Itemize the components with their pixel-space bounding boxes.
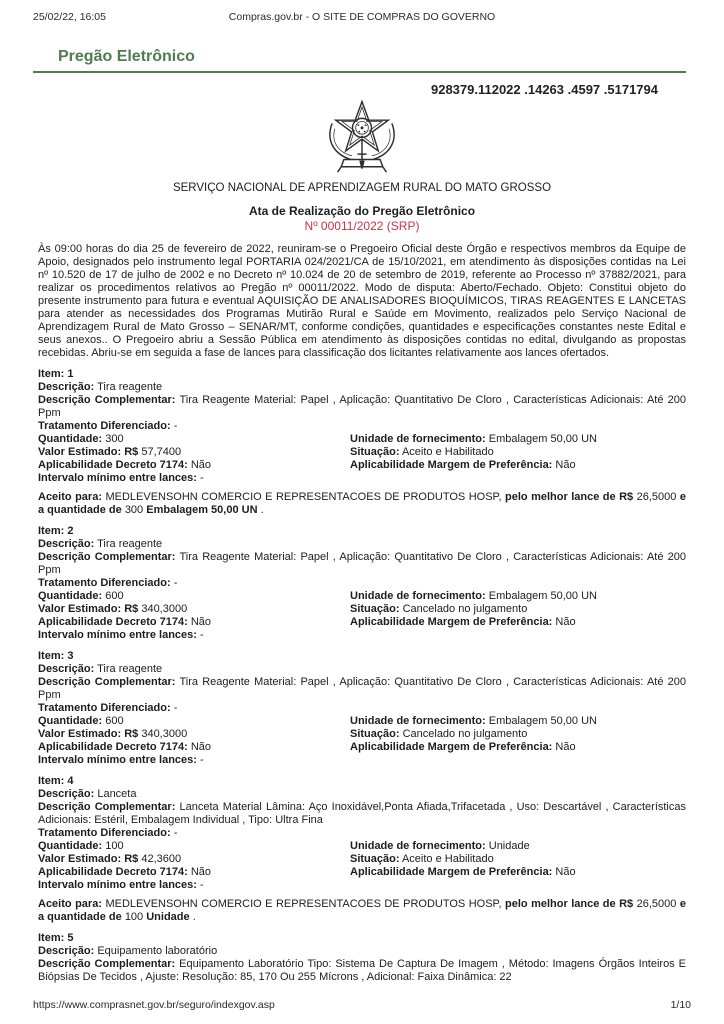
item-descricao-complementar (38, 958, 686, 984)
field-label: Aplicabilidade Decreto 7174: (38, 459, 188, 471)
field-value: 600 (105, 590, 124, 602)
field-value: 100 (105, 840, 124, 852)
aceito-qty-value: 300 (124, 504, 144, 516)
item-title: Item: 4 (38, 775, 74, 787)
item-decreto (38, 616, 350, 629)
aceito-lance-value: 26,5000 (636, 491, 677, 503)
field-label: Valor Estimado: R$ (38, 728, 139, 740)
aceito-label: Aceito para: (38, 898, 102, 910)
field-label: Descrição Complementar: (38, 801, 176, 813)
field-value: 300 (105, 433, 124, 445)
print-title: Compras.gov.br - O SITE DE COMPRAS DO GOVERNO (228, 11, 496, 23)
item-margem (350, 616, 686, 629)
item-tratamento (38, 577, 686, 590)
item-title: Item: 2 (38, 525, 74, 537)
item-situacao (350, 728, 686, 741)
auction-code: 928379.112022 .14263 .4597 .5171794 (430, 82, 658, 97)
item-grid (38, 433, 686, 472)
field-label: Descrição Complementar: (38, 676, 176, 688)
footer-url: https://www.comprasnet.gov.br/seguro/indexgov.asp (33, 999, 275, 1011)
field-label: Unidade de fornecimento: (350, 840, 486, 852)
aceito-paragraph (38, 898, 686, 924)
aceito-qty-label: e a quantidade de (38, 491, 686, 516)
field-value: 340,3000 (141, 603, 188, 615)
aceito-company: MEDLEVENSOHN COMERCIO E REPRESENTACOES DE PRODUTOS HOSP, (105, 898, 502, 910)
field-label: Intervalo mínimo entre lances: (38, 472, 197, 484)
field-label: Aplicabilidade Decreto 7174: (38, 616, 188, 628)
field-value: 57,7400 (141, 446, 182, 458)
item-title: Item: 5 (38, 932, 74, 944)
field-label: Intervalo mínimo entre lances: (38, 629, 197, 641)
item-valor (38, 853, 350, 866)
field-label: Quantidade: (38, 715, 103, 727)
field-value: Unidade (488, 840, 530, 852)
field-value: Tira reagente (97, 663, 163, 675)
aceito-lance-label: pelo melhor lance de R$ (505, 491, 634, 503)
aceito-lance-label: pelo melhor lance de R$ (505, 898, 634, 910)
item-decreto (38, 459, 350, 472)
item-descricao (38, 788, 686, 801)
item-situacao (350, 446, 686, 459)
field-value: Aceito e Habilitado (401, 853, 494, 865)
item-grid (38, 840, 686, 879)
field-value: Não (190, 741, 212, 753)
item-grid (38, 590, 686, 629)
field-value: - (173, 420, 178, 432)
field-value: Lanceta (97, 788, 137, 800)
field-value: - (200, 629, 204, 641)
item-unidade (350, 590, 686, 603)
item-tratamento (38, 827, 686, 840)
aceito-lance-value: 26,5000 (636, 898, 677, 910)
field-label: Unidade de fornecimento: (350, 715, 486, 727)
field-value: Tira Reagente Material: Papel , Aplicação: Quantitativo De Cloro , Características Adicionais: Até 200 Ppm (38, 676, 687, 701)
field-value: 340,3000 (141, 728, 188, 740)
field-label: Situação: (350, 853, 400, 865)
intro-paragraph: Às 09:00 horas do dia 25 de fevereiro de 2022, reuniram-se o Pregoeiro Oficial deste Órgão e respectivos membros da Equipe de Apoio, designados pelo instrumento legal PORTARIA 024/2021/CA de 15/10/2021, em atendimento às disposições contidas na Lei nº 10.520 de 17 de julho de 2002 e no Decreto nº 10.024 de 20 de setembro de 2019, referente ao Processo nº 37882/2021, para realizar os procedimentos relativos ao Pregão nº 00011/2022. Modo de disputa: Aberto/Fechado. Objeto: Constitui objeto do presente instrumento para futura e eventual AQUISIÇÃO DE ANALISADORES BIOQUÍMICOS, TIRAS REAGENTES E LANCETAS para atender as necessidades dos Programas Mutirão Rural e Saúde em Movimento, realizados pelo Serviço Nacional de Aprendizagem Rural de Mato Grosso – SENAR/MT, conforme condições, quantidades e especificações constantes neste Edital e seus anexos.. O Pregoeiro abriu a Sessão Pública em atendimento às disposições contidas no edital, divulgando as propostas recebidas. Abriu-se em seguida a fase de lances para classificação dos licitantes relativamente aos lances ofertados. (38, 243, 686, 359)
field-value: Não (555, 741, 576, 753)
field-label: Quantidade: (38, 590, 103, 602)
field-label: Tratamento Diferenciado: (38, 420, 171, 432)
print-footer (33, 999, 691, 1012)
item-descricao (38, 538, 686, 551)
item-unidade (350, 715, 686, 728)
field-value: Equipamento Laboratório Tipo: Sistema De Captura De Imagem , Método: Imagens Órgãos Inteiros E Biópsias De Tecidos , Ajuste: Resolução: 85, 170 Ou 255 Mícrons , Adicional: Faixa Dinâmica: 22 (38, 958, 686, 983)
field-label: Situação: (350, 446, 400, 458)
field-value: Não (555, 616, 576, 628)
document-title: Ata de Realização do Pregão Eletrônico (248, 204, 476, 218)
field-label: Quantidade: (38, 840, 103, 852)
item-quantidade (38, 715, 350, 728)
item-quantidade (38, 433, 350, 446)
field-value: - (173, 702, 178, 714)
field-value: Aceito e Habilitado (401, 446, 494, 458)
item-grid (38, 715, 686, 754)
field-label: Descrição: (38, 788, 95, 800)
item-descricao-complementar (38, 676, 686, 702)
document-number: Nº 00011/2022 (SRP) (304, 219, 420, 233)
field-value: - (200, 754, 204, 766)
field-label: Unidade de fornecimento: (350, 590, 486, 602)
field-label: Unidade de fornecimento: (350, 433, 486, 445)
field-label: Tratamento Diferenciado: (38, 702, 171, 714)
field-label: Quantidade: (38, 433, 103, 445)
field-label: Aplicabilidade Decreto 7174: (38, 866, 188, 878)
field-label: Aplicabilidade Decreto 7174: (38, 741, 188, 753)
field-value: - (200, 472, 204, 484)
organization-name: SERVIÇO NACIONAL DE APRENDIZAGEM RURAL DO MATO GROSSO (172, 182, 552, 194)
field-value: 42,3600 (141, 853, 182, 865)
page-title: Pregão Eletrônico (58, 48, 195, 65)
item-block-2 (38, 525, 686, 642)
aceito-unit: Embalagem 50,00 UN (146, 504, 258, 516)
field-label: Descrição: (38, 538, 95, 550)
item-decreto (38, 866, 350, 879)
title-rule (33, 71, 686, 73)
field-value: Tira Reagente Material: Papel , Aplicação: Quantitativo De Cloro , Características Adicionais: Até 200 Ppm (38, 394, 687, 419)
field-label: Descrição Complementar: (38, 394, 176, 406)
field-value: Equipamento laboratório (97, 945, 218, 957)
item-block-5 (38, 932, 686, 984)
field-label: Situação: (350, 728, 400, 740)
field-value: Embalagem 50,00 UN (488, 433, 597, 445)
field-label: Tratamento Diferenciado: (38, 827, 171, 839)
item-intervalo (38, 754, 686, 767)
item-descricao-complementar (38, 801, 686, 827)
field-value: - (200, 879, 204, 891)
field-label: Intervalo mínimo entre lances: (38, 879, 197, 891)
aceito-end: . (260, 504, 264, 516)
item-intervalo (38, 879, 686, 892)
item-descricao (38, 663, 686, 676)
item-valor (38, 603, 350, 616)
item-intervalo (38, 472, 686, 485)
field-value: Não (190, 866, 212, 878)
item-descricao (38, 945, 686, 958)
item-block-3 (38, 650, 686, 767)
item-descricao (38, 381, 686, 394)
aceito-unit: Unidade (146, 911, 190, 923)
aceito-paragraph (38, 491, 686, 517)
field-label: Situação: (350, 603, 400, 615)
field-label: Aplicabilidade Margem de Preferência: (350, 459, 553, 471)
aceito-qty-label: e a quantidade de (38, 898, 686, 923)
item-intervalo (38, 629, 686, 642)
item-valor (38, 728, 350, 741)
item-descricao-complementar (38, 551, 686, 577)
aceito-label: Aceito para: (38, 491, 102, 503)
field-value: Não (555, 866, 576, 878)
field-label: Valor Estimado: R$ (38, 853, 139, 865)
field-label: Descrição: (38, 663, 95, 675)
item-margem (350, 866, 686, 879)
item-title: Item: 1 (38, 368, 74, 380)
field-value: Embalagem 50,00 UN (488, 590, 597, 602)
field-value: 600 (105, 715, 124, 727)
field-value: - (173, 827, 178, 839)
item-decreto (38, 741, 350, 754)
aceito-qty-value: 100 (124, 911, 144, 923)
item-title: Item: 3 (38, 650, 74, 662)
field-label: Aplicabilidade Margem de Preferência: (350, 866, 553, 878)
item-situacao (350, 603, 686, 616)
item-situacao (350, 853, 686, 866)
field-value: Não (190, 616, 212, 628)
brazil-coat-of-arms-icon (314, 98, 410, 174)
item-quantidade (38, 590, 350, 603)
footer-page-number: 1/10 (670, 999, 691, 1011)
item-block-1 (38, 368, 686, 517)
field-value: Cancelado no julgamento (402, 603, 528, 615)
item-margem (350, 459, 686, 472)
item-tratamento (38, 420, 686, 433)
print-datetime: 25/02/22, 16:05 (33, 11, 106, 23)
item-quantidade (38, 840, 350, 853)
field-value: Não (555, 459, 576, 471)
item-tratamento (38, 702, 686, 715)
field-label: Valor Estimado: R$ (38, 446, 139, 458)
field-label: Descrição Complementar: (38, 958, 176, 970)
field-value: Embalagem 50,00 UN (488, 715, 597, 727)
item-descricao-complementar (38, 394, 686, 420)
field-value: Tira reagente (97, 381, 163, 393)
field-label: Aplicabilidade Margem de Preferência: (350, 616, 553, 628)
field-label: Intervalo mínimo entre lances: (38, 754, 197, 766)
item-block-4 (38, 775, 686, 924)
document-content (38, 0, 686, 984)
field-value: Lanceta Material Lâmina: Aço Inoxidável,Ponta Afiada,Trifacetada , Uso: Descartável , Características Adicionais: Estéril, Embalagem Individual , Tipo: Ultra Fina (38, 801, 686, 826)
field-label: Aplicabilidade Margem de Preferência: (350, 741, 553, 753)
item-unidade (350, 433, 686, 446)
field-label: Descrição: (38, 945, 95, 957)
field-label: Descrição: (38, 381, 95, 393)
aceito-end: . (192, 911, 196, 923)
emblem-wrap (38, 98, 686, 178)
item-valor (38, 446, 350, 459)
field-value: Não (190, 459, 212, 471)
field-label: Descrição Complementar: (38, 551, 176, 563)
item-unidade (350, 840, 686, 853)
field-value: Tira reagente (97, 538, 163, 550)
field-value: Cancelado no julgamento (402, 728, 528, 740)
aceito-company: MEDLEVENSOHN COMERCIO E REPRESENTACOES DE PRODUTOS HOSP, (105, 491, 502, 503)
item-margem (350, 741, 686, 754)
field-label: Tratamento Diferenciado: (38, 577, 171, 589)
field-value: Tira Reagente Material: Papel , Aplicação: Quantitativo De Cloro , Características Adicionais: Até 200 Ppm (38, 551, 687, 576)
field-value: - (173, 577, 178, 589)
field-label: Valor Estimado: R$ (38, 603, 139, 615)
